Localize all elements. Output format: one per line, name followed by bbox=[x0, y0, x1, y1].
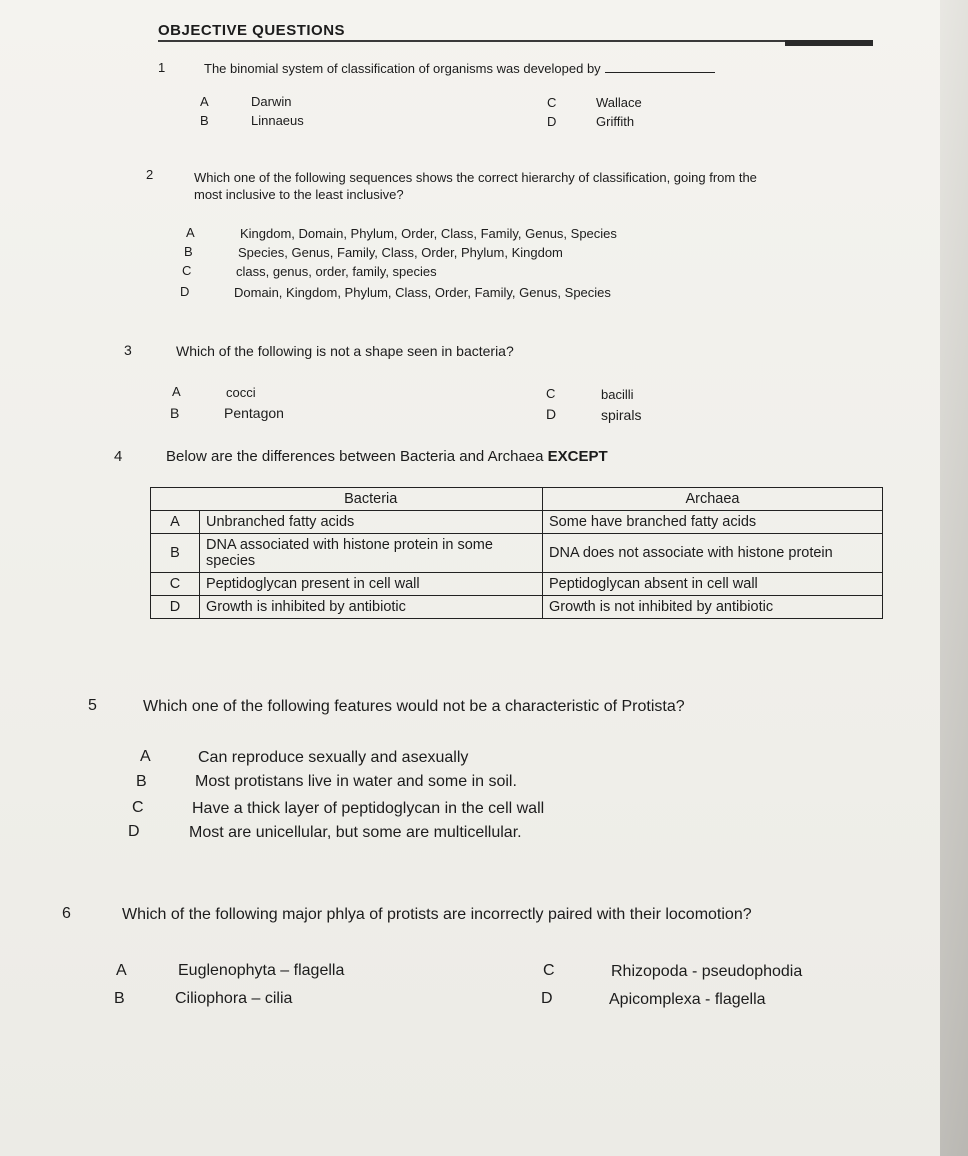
table-header-archaea: Archaea bbox=[543, 488, 883, 511]
q1-option-c-text[interactable]: Wallace bbox=[596, 95, 642, 110]
q1-option-b-text[interactable]: Linnaeus bbox=[251, 113, 304, 128]
table-row[interactable] bbox=[151, 573, 883, 596]
q5-option-a-text[interactable]: Can reproduce sexually and asexually bbox=[198, 749, 469, 766]
q2-option-d-text[interactable]: Domain, Kingdom, Phylum, Class, Order, Family, Genus, Species bbox=[234, 285, 611, 300]
table-cell-bacteria: Peptidoglycan present in cell wall bbox=[200, 573, 543, 596]
q1-option-c-letter: C bbox=[547, 95, 557, 110]
q2-text-line2: most inclusive to the least inclusive? bbox=[194, 187, 404, 202]
q6-option-c-letter: C bbox=[543, 962, 555, 979]
q1-answer-blank[interactable] bbox=[605, 60, 715, 73]
title-rule bbox=[158, 40, 873, 42]
q1-number: 1 bbox=[158, 60, 166, 75]
q3-text: Which of the following is not a shape seen in bacteria? bbox=[176, 343, 514, 359]
q3-option-c-letter: C bbox=[546, 386, 556, 401]
table-header-row bbox=[151, 488, 883, 511]
q6-option-a-text[interactable]: Euglenophyta – flagella bbox=[178, 962, 345, 979]
q4-text bbox=[166, 448, 608, 465]
q1-option-b-letter: B bbox=[200, 113, 209, 128]
q1-option-a-letter: A bbox=[200, 94, 209, 109]
table-row[interactable] bbox=[151, 534, 883, 573]
q5-option-b-text[interactable]: Most protistans live in water and some in soil. bbox=[195, 773, 517, 790]
table-row[interactable] bbox=[151, 511, 883, 534]
q6-option-d-letter: D bbox=[541, 990, 553, 1007]
table-cell-archaea: Growth is not inhibited by antibiotic bbox=[543, 596, 883, 619]
q1-option-d-text[interactable]: Griffith bbox=[596, 114, 635, 129]
q3-number: 3 bbox=[124, 342, 132, 358]
q2-option-b-letter: B bbox=[184, 244, 193, 259]
q5-option-d-text[interactable]: Most are unicellular, but some are multicellular. bbox=[189, 824, 522, 841]
q5-text: Which one of the following features would not be a characteristic of Protista? bbox=[143, 698, 685, 715]
q2-number: 2 bbox=[146, 167, 154, 182]
table-row-letter: A bbox=[151, 511, 200, 534]
table-row-letter: D bbox=[151, 596, 200, 619]
q4-number: 4 bbox=[114, 448, 123, 465]
q6-option-d-text[interactable]: Apicomplexa - flagella bbox=[609, 991, 766, 1008]
q5-option-b-letter: B bbox=[136, 773, 147, 790]
table-cell-bacteria: DNA associated with histone protein in some species bbox=[200, 534, 543, 573]
q6-option-b-letter: B bbox=[114, 990, 125, 1007]
q6-option-c-text[interactable]: Rhizopoda - pseudophodia bbox=[611, 963, 803, 980]
table-cell-archaea: Peptidoglycan absent in cell wall bbox=[543, 573, 883, 596]
q5-option-c-text[interactable]: Have a thick layer of peptidoglycan in the cell wall bbox=[192, 800, 545, 817]
table-cell-archaea: DNA does not associate with histone protein bbox=[543, 534, 883, 573]
q2-option-d-letter: D bbox=[180, 284, 190, 299]
q3-option-d-text[interactable]: spirals bbox=[601, 407, 642, 423]
bacteria-archaea-table bbox=[150, 487, 883, 619]
q5-number: 5 bbox=[88, 697, 97, 714]
q2-option-a-text[interactable]: Kingdom, Domain, Phylum, Order, Class, Family, Genus, Species bbox=[240, 226, 617, 241]
q6-text: Which of the following major phlya of protists are incorrectly paired with their locomotion? bbox=[122, 906, 752, 923]
table-header-blank bbox=[151, 488, 200, 511]
q4-question: Below are the differences between Bacteria and Archaea bbox=[166, 448, 544, 465]
table-row[interactable] bbox=[151, 596, 883, 619]
table-cell-bacteria: Unbranched fatty acids bbox=[200, 511, 543, 534]
q1-option-d-letter: D bbox=[547, 114, 557, 129]
q1-option-a-text[interactable]: Darwin bbox=[251, 94, 292, 109]
q3-option-c-text[interactable]: bacilli bbox=[601, 387, 634, 402]
q2-option-a-letter: A bbox=[186, 225, 195, 240]
q5-option-d-letter: D bbox=[128, 823, 140, 840]
q3-option-a-text[interactable]: cocci bbox=[226, 385, 256, 400]
q5-option-a-letter: A bbox=[140, 748, 151, 765]
q2-option-c-letter: C bbox=[182, 263, 192, 278]
q6-option-b-text[interactable]: Ciliophora – cilia bbox=[175, 990, 293, 1007]
title-rule-accent bbox=[785, 40, 873, 46]
q4-except-emphasis: EXCEPT bbox=[547, 448, 608, 465]
q2-option-c-text[interactable]: class, genus, order, family, species bbox=[236, 264, 437, 279]
table-row-letter: B bbox=[151, 534, 200, 573]
q6-option-a-letter: A bbox=[116, 962, 127, 979]
table-cell-bacteria: Growth is inhibited by antibiotic bbox=[200, 596, 543, 619]
q6-number: 6 bbox=[62, 905, 71, 922]
q1-text bbox=[204, 60, 715, 76]
table-row-letter: C bbox=[151, 573, 200, 596]
table-cell-archaea: Some have branched fatty acids bbox=[543, 511, 883, 534]
page-title: OBJECTIVE QUESTIONS bbox=[158, 22, 346, 39]
table-header-bacteria: Bacteria bbox=[200, 488, 543, 511]
q2-text-line1: Which one of the following sequences shows the correct hierarchy of classification, going from the bbox=[194, 170, 757, 185]
q3-option-b-text[interactable]: Pentagon bbox=[224, 405, 284, 421]
q3-option-a-letter: A bbox=[172, 384, 181, 399]
q3-option-d-letter: D bbox=[546, 406, 557, 422]
q3-option-b-letter: B bbox=[170, 405, 180, 421]
q1-question: The binomial system of classification of organisms was developed by bbox=[204, 61, 601, 76]
q2-option-b-text[interactable]: Species, Genus, Family, Class, Order, Phylum, Kingdom bbox=[238, 245, 563, 260]
q5-option-c-letter: C bbox=[132, 799, 144, 816]
